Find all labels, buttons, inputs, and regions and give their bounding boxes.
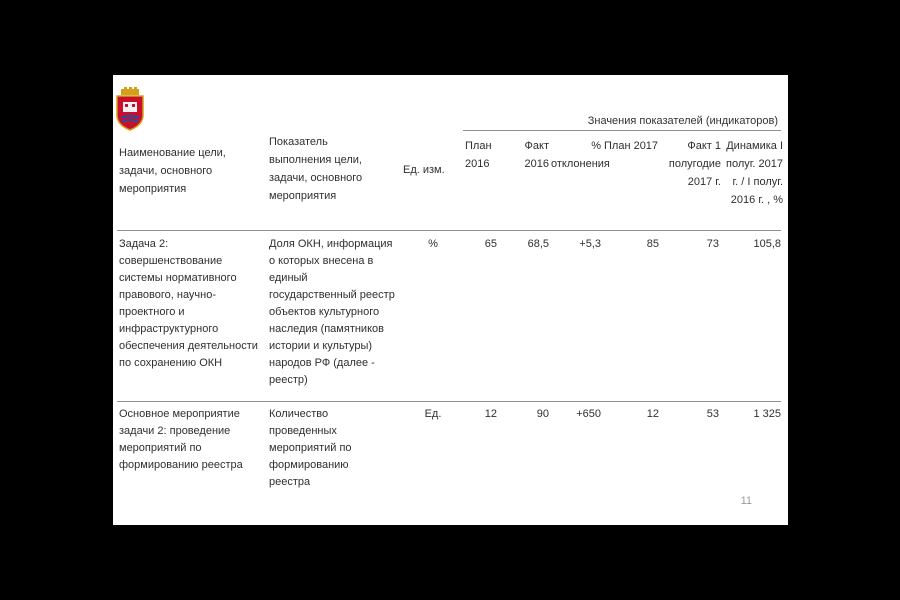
row1-indicator: Доля ОКН, информация о которых внесена в единый государственный реестр объектов культурного наследия (памятников истории и культуры) народов РФ (далее - реестр) (269, 238, 395, 386)
group-header-rule (463, 130, 781, 131)
row2-indicator: Количество проведенных мероприятий по формированию реестра (269, 408, 352, 488)
row2-dynamics: 1 325 (753, 408, 781, 420)
row1-fact-h1-2017: 73 (706, 238, 719, 250)
row1-fact-2016: 68,5 (527, 238, 549, 250)
indicators-group-header: Значения показателей (индикаторов) (587, 115, 778, 127)
row1-plan-2017: 85 (646, 238, 659, 250)
row2-fact-2016: 90 (536, 408, 549, 420)
header-fact-h1-2017: Факт 1 полугодие 2017 г. (668, 140, 721, 188)
slide (113, 75, 788, 525)
row2-unit: Ед. (424, 408, 442, 420)
header-fact-2016: Факт 2016 (524, 140, 549, 170)
header-plan-2017: План 2017 (604, 140, 659, 152)
row1-unit: % (428, 238, 438, 250)
slide-number: 11 (740, 495, 752, 507)
header-name: Наименование цели, задачи, основного мероприятия (119, 147, 226, 195)
header-deviation: % отклонения (551, 140, 610, 170)
header-unit: Ед. изм. (403, 164, 445, 176)
row1-deviation: +5,3 (579, 238, 601, 250)
row-divider (117, 401, 781, 402)
header-rule (117, 230, 781, 231)
row2-plan-2016: 12 (484, 408, 497, 420)
row2-name: Основное мероприятие задачи 2: проведение мероприятий по формированию реестра (119, 408, 243, 471)
header-indicator: Показатель выполнения цели, задачи, основного мероприятия (269, 136, 363, 202)
header-dynamics: Динамика I полуг. 2017 г. / I полуг. 2016 г. , % (725, 140, 783, 206)
row1-name: Задача 2: совершенствование системы нормативного правового, научно-проектного и инфраструктурного обеспечения деятельности по сохранению ОКН (119, 238, 258, 369)
row1-dynamics: 105,8 (753, 238, 781, 250)
coat-of-arms-icon (113, 87, 147, 131)
row2-fact-h1-2017: 53 (706, 408, 719, 420)
row2-plan-2017: 12 (646, 408, 659, 420)
header-plan-2016: План 2016 (465, 140, 492, 170)
row2-deviation: +650 (576, 408, 601, 420)
row1-plan-2016: 65 (484, 238, 497, 250)
